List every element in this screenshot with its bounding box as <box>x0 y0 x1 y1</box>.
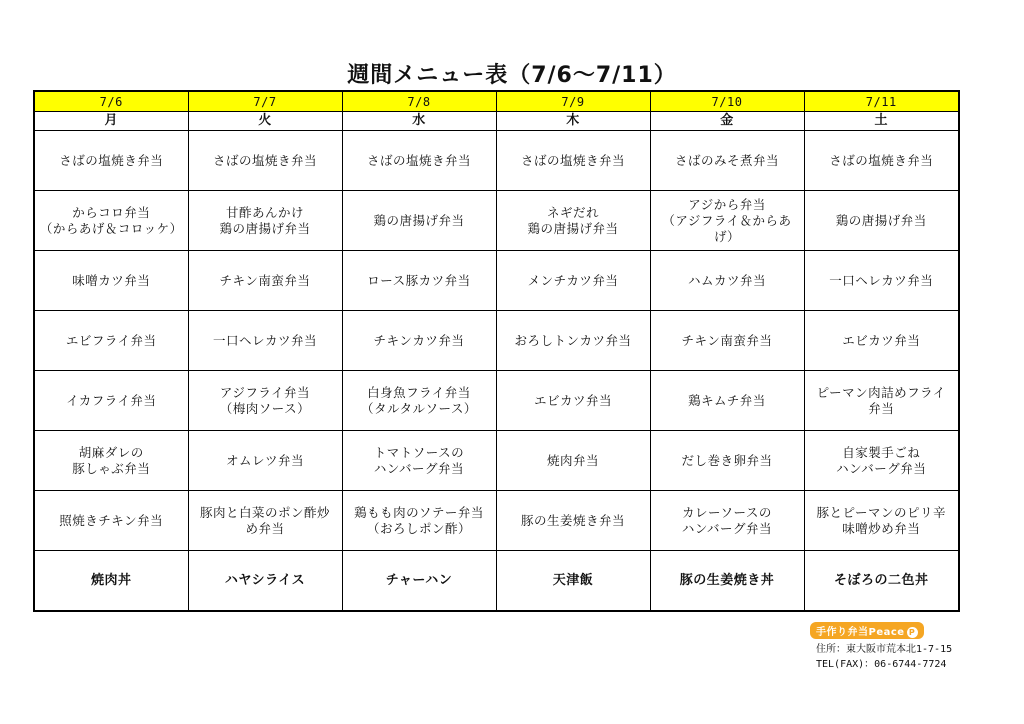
menu-item-cell <box>650 191 804 251</box>
menu-item-cell <box>804 251 959 311</box>
menu-item-line: 一口ヘレカツ弁当 <box>829 272 934 288</box>
date-cell: 7/8 <box>342 91 496 112</box>
menu-item-line: （梅肉ソース） <box>219 400 311 416</box>
menu-item-cell <box>804 431 959 491</box>
menu-item-cell <box>34 251 188 311</box>
menu-item-line: チキンカツ弁当 <box>373 332 465 348</box>
menu-item-line: 鶏の唐揚げ弁当 <box>835 212 927 228</box>
menu-item-cell <box>342 251 496 311</box>
menu-item-line: 鶏の唐揚げ弁当 <box>373 212 465 228</box>
rice-bowl-cell: チャーハン <box>342 551 496 612</box>
weekday-cell: 水 <box>342 112 496 131</box>
menu-item-cell <box>650 251 804 311</box>
menu-row <box>34 371 959 431</box>
shop-phone: TEL(FAX)：06-6744-7724 <box>816 659 947 670</box>
menu-item-line: 味噌カツ弁当 <box>72 272 151 288</box>
menu-item-line: ハムカツ弁当 <box>687 272 766 288</box>
menu-item-line: メンチカツ弁当 <box>527 272 619 288</box>
menu-item-cell <box>34 311 188 371</box>
menu-item-line: 胡麻ダレの <box>78 444 144 460</box>
menu-item-line: さばの塩焼き弁当 <box>366 152 471 168</box>
menu-item-line: エビフライ弁当 <box>65 332 157 348</box>
menu-item-line: イカフライ弁当 <box>66 392 157 408</box>
menu-item-line: ネギだれ <box>546 204 599 220</box>
menu-item-cell <box>34 491 188 551</box>
menu-item-cell <box>34 371 188 431</box>
menu-item-cell <box>650 371 804 431</box>
weekday-cell: 月 <box>34 112 188 131</box>
menu-item-line: 鶏の唐揚げ弁当 <box>527 220 619 236</box>
weekday-cell: 土 <box>804 112 959 131</box>
menu-item-cell <box>188 311 342 371</box>
menu-item-line: エビカツ弁当 <box>842 332 921 348</box>
menu-item-line: ハンバーグ弁当 <box>836 460 927 476</box>
logo-badge-icon: P <box>907 627 918 638</box>
menu-item-cell <box>804 371 959 431</box>
weekly-menu-table <box>33 90 960 612</box>
menu-row <box>34 191 959 251</box>
menu-item-line: さばの塩焼き弁当 <box>520 152 625 168</box>
menu-row <box>34 251 959 311</box>
menu-item-line: チキン南蛮弁当 <box>219 272 311 288</box>
shop-logo <box>810 622 924 639</box>
rice-bowl-cell: 焼肉丼 <box>34 551 188 612</box>
menu-item-line: 鶏の唐揚げ弁当 <box>219 220 311 236</box>
menu-row <box>34 431 959 491</box>
menu-item-line: カレーソースの <box>682 504 772 520</box>
menu-item-line: げ） <box>713 228 740 244</box>
menu-item-cell <box>650 491 804 551</box>
weekday-header-row <box>34 112 959 131</box>
date-cell: 7/6 <box>34 91 188 112</box>
menu-item-cell <box>496 431 650 491</box>
menu-item-line: 鶏キムチ弁当 <box>688 392 766 408</box>
menu-item-cell <box>496 251 650 311</box>
rice-bowl-cell: そぼろの二色丼 <box>804 551 959 612</box>
menu-item-cell <box>34 131 188 191</box>
rice-bowl-row <box>34 551 959 612</box>
menu-item-line: トマトソースの <box>373 444 465 460</box>
menu-item-cell <box>34 431 188 491</box>
menu-item-line: 弁当 <box>868 400 895 416</box>
menu-item-line: さばの塩焼き弁当 <box>59 152 164 168</box>
menu-item-line: ハンバーグ弁当 <box>681 520 773 536</box>
weekday-cell: 火 <box>188 112 342 131</box>
menu-item-cell <box>342 191 496 251</box>
menu-item-cell <box>34 191 188 251</box>
menu-row <box>34 311 959 371</box>
menu-row <box>34 131 959 191</box>
menu-item-line: おろしトンカツ弁当 <box>514 332 632 348</box>
menu-item-cell <box>804 131 959 191</box>
rice-bowl-cell: 天津飯 <box>496 551 650 612</box>
shop-address: 住所：東大阪市荒本北1-7-15 <box>816 644 953 655</box>
menu-item-cell <box>650 431 804 491</box>
menu-item-line: さばの塩焼き弁当 <box>212 152 317 168</box>
menu-item-line: ロース豚カツ弁当 <box>367 272 471 288</box>
menu-item-cell <box>188 431 342 491</box>
menu-item-cell <box>496 491 650 551</box>
menu-item-cell <box>188 491 342 551</box>
date-cell: 7/7 <box>188 91 342 112</box>
rice-bowl-cell: 豚の生姜焼き丼 <box>650 551 804 612</box>
menu-item-line: め弁当 <box>245 520 285 536</box>
menu-item-cell <box>804 491 959 551</box>
menu-item-cell <box>342 491 496 551</box>
rice-bowl-cell: ハヤシライス <box>188 551 342 612</box>
menu-item-line: だし巻き卵弁当 <box>681 452 773 468</box>
menu-item-line: からコロ弁当 <box>72 204 151 220</box>
menu-item-line: 豚肉と白菜のポン酢炒 <box>199 504 330 520</box>
menu-item-line: 白身魚フライ弁当 <box>367 384 471 400</box>
menu-item-line: ハンバーグ弁当 <box>373 460 465 476</box>
menu-item-line: 豚の生姜焼き弁当 <box>520 512 625 528</box>
menu-item-cell <box>496 371 650 431</box>
menu-item-line: 自家製手ごね <box>842 444 921 460</box>
menu-item-line: アジから弁当 <box>688 196 766 212</box>
menu-item-cell <box>342 311 496 371</box>
menu-item-cell <box>188 131 342 191</box>
menu-item-line: さばの塩焼き弁当 <box>829 152 934 168</box>
menu-item-cell <box>496 311 650 371</box>
menu-item-cell <box>650 131 804 191</box>
menu-item-line: アジフライ弁当 <box>219 384 311 400</box>
weekday-cell: 木 <box>496 112 650 131</box>
menu-item-cell <box>496 131 650 191</box>
menu-row <box>34 491 959 551</box>
menu-item-line: エビカツ弁当 <box>533 392 612 408</box>
menu-item-line: 照焼きチキン弁当 <box>59 512 164 528</box>
menu-item-cell <box>188 251 342 311</box>
menu-item-cell <box>496 191 650 251</box>
menu-item-line: 豚とピーマンのピリ辛 <box>816 504 946 520</box>
menu-item-cell <box>342 431 496 491</box>
menu-item-cell <box>804 311 959 371</box>
menu-item-line: （おろしポン酢） <box>366 520 471 536</box>
menu-item-cell <box>188 371 342 431</box>
menu-item-line: 味噌炒め弁当 <box>842 520 921 536</box>
menu-item-line: （アジフライ＆からあ <box>662 212 792 228</box>
menu-item-cell <box>188 191 342 251</box>
date-cell: 7/9 <box>496 91 650 112</box>
menu-item-line: 豚しゃぶ弁当 <box>72 460 151 476</box>
menu-item-line: 甘酢あんかけ <box>225 204 304 220</box>
shop-info <box>810 620 1010 672</box>
menu-item-cell <box>342 371 496 431</box>
menu-item-line: ピーマン肉詰めフライ <box>816 384 946 400</box>
menu-item-line: 一口ヘレカツ弁当 <box>212 332 317 348</box>
menu-item-cell <box>804 191 959 251</box>
date-cell: 7/10 <box>650 91 804 112</box>
date-header-row <box>34 91 959 112</box>
menu-item-line: （タルタルソース） <box>361 400 477 416</box>
menu-item-line: チキン南蛮弁当 <box>681 332 773 348</box>
menu-item-line: （からあげ＆コロッケ） <box>39 220 183 236</box>
menu-item-line: オムレツ弁当 <box>225 452 304 468</box>
menu-item-line: 鶏もも肉のソテー弁当 <box>354 504 484 520</box>
page-title: 週間メニュー表（7/6～7/11） <box>347 63 677 88</box>
weekday-cell: 金 <box>650 112 804 131</box>
menu-item-cell <box>342 131 496 191</box>
date-cell: 7/11 <box>804 91 959 112</box>
menu-item-line: さばのみそ煮弁当 <box>674 152 779 168</box>
menu-item-line: 焼肉弁当 <box>546 452 599 468</box>
shop-logo-text: 手作り弁当Peace <box>816 627 905 638</box>
menu-item-cell <box>650 311 804 371</box>
